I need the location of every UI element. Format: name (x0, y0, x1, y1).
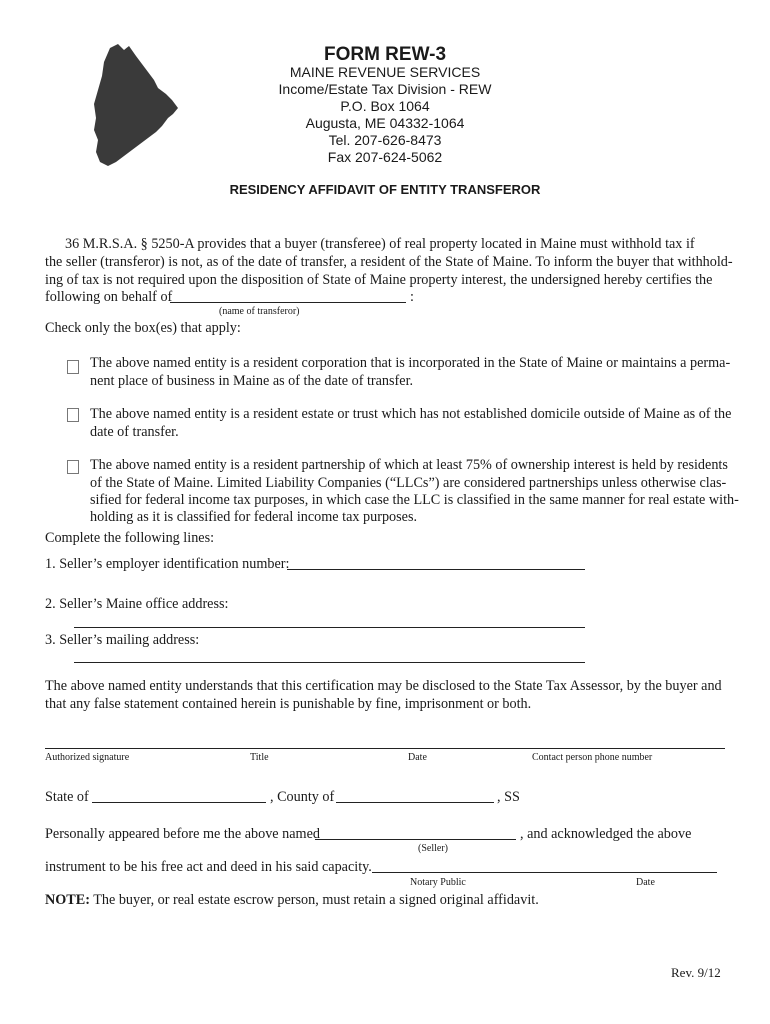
option-partnership-line-2: of the State of Maine. Limited Liability Companies (“LLCs”) are considered partnerships unless otherwise clas- (90, 475, 727, 491)
notary-date-label: Date (636, 877, 655, 888)
intro-line-2: the seller (transferor) is not, as of the date of transfer, a resident of the State of Maine. To inform the buyer that withhold- (45, 254, 733, 270)
intro-line-1: 36 M.R.S.A. § 5250-A provides that a buyer (transferee) of real property located in Maine must withhold tax if (65, 236, 695, 252)
ss-label: , SS (497, 789, 520, 805)
checkbox-resident-partnership[interactable] (67, 460, 79, 474)
notary-signature-field[interactable] (372, 872, 717, 873)
title-label: Title (250, 752, 269, 763)
option-estate-line-2: date of transfer. (90, 424, 179, 440)
option-corporation-line-1: The above named entity is a resident corporation that is incorporated in the State of Maine or maintains a perma- (90, 355, 731, 371)
city-address: Augusta, ME 04332-1064 (305, 115, 465, 131)
check-instruction: Check only the box(es) that apply: (45, 320, 241, 336)
po-box: P.O. Box 1064 (340, 98, 430, 114)
transferor-caption: (name of transferor) (219, 306, 300, 317)
mailing-address-field[interactable] (74, 662, 585, 663)
note (45, 892, 539, 909)
note-text: The buyer, or real estate escrow person, must retain a signed original affidavit. (89, 892, 539, 908)
county-field[interactable] (336, 802, 494, 803)
phone-label: Contact person phone number (532, 752, 653, 763)
mailing-address-label: 3. Seller’s mailing address: (45, 632, 200, 648)
intro-line-4: following on behalf of (45, 289, 173, 305)
division-name: Income/Estate Tax Division - REW (278, 81, 492, 97)
option-partnership-line-1: The above named entity is a resident partnership of which at least 75% of ownership interest is held by residents (90, 457, 728, 473)
transferor-name-field[interactable] (170, 302, 406, 303)
option-partnership-line-3: sified for federal income tax purposes, in which case the LLC is classified in the same manner for real estate with- (90, 492, 739, 508)
ein-label: 1. Seller’s employer identification number: (45, 556, 290, 572)
office-address-field[interactable] (74, 627, 585, 628)
seller-caption: (Seller) (418, 843, 448, 854)
signature-line[interactable] (45, 748, 725, 749)
fax: Fax 207-624-5062 (327, 149, 443, 165)
seller-name-field[interactable] (315, 839, 516, 840)
date-label: Date (408, 752, 427, 763)
state-of-label: State of (45, 789, 89, 805)
instrument-label: instrument to be his free act and deed in his said capacity. (45, 859, 372, 875)
checkbox-resident-estate-trust[interactable] (67, 408, 79, 422)
acknowledged-label: , and acknowledged the above (520, 826, 692, 842)
intro-colon: : (410, 289, 414, 305)
appeared-label: Personally appeared before me the above named (45, 826, 320, 842)
checkbox-resident-corporation[interactable] (67, 360, 79, 374)
certification-line-2: that any false statement contained herein is punishable by fine, imprisonment or both. (45, 696, 532, 712)
certification-line-1: The above named entity understands that this certification may be disclosed to the State Tax Assessor, by the buyer and (45, 678, 722, 694)
option-corporation-line-2: nent place of business in Maine as of the date of transfer. (90, 373, 414, 389)
complete-lines-instruction: Complete the following lines: (45, 530, 215, 546)
office-address-label: 2. Seller’s Maine office address: (45, 596, 229, 612)
agency-name: MAINE REVENUE SERVICES (289, 64, 481, 80)
option-partnership-line-4: holding as it is classified for federal income tax purposes. (90, 509, 418, 525)
telephone: Tel. 207-626-8473 (328, 132, 442, 148)
maine-map-icon (88, 42, 183, 167)
ein-field[interactable] (287, 569, 585, 570)
option-estate-line-1: The above named entity is a resident estate or trust which has not established domicile outside of Maine as of the (90, 406, 732, 422)
form-title: FORM REW-3 (323, 44, 447, 65)
document-title: RESIDENCY AFFIDAVIT OF ENTITY TRANSFEROR (229, 182, 541, 197)
state-field[interactable] (92, 802, 266, 803)
notary-public-label: Notary Public (410, 877, 466, 888)
intro-line-3: ing of tax is not required upon the disposition of State of Maine property interest, the undersigned hereby certifies the (45, 272, 713, 288)
note-label: NOTE: (45, 892, 90, 908)
county-of-label: , County of (270, 789, 335, 805)
signature-label: Authorized signature (45, 752, 130, 763)
revision-label: Rev. 9/12 (671, 965, 721, 980)
